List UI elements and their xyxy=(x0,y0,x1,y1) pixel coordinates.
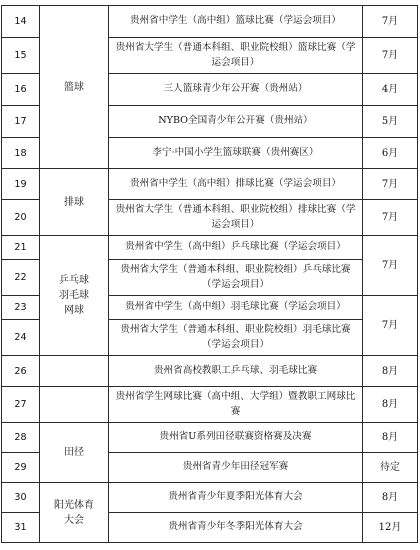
event-month: 7月 xyxy=(363,296,418,356)
event-month: 8月 xyxy=(363,483,418,513)
row-number: 24 xyxy=(2,320,40,356)
row-number: 17 xyxy=(2,106,40,138)
event-name: 贵州省中学生（高中组）乒乓球比赛（学运会项目） xyxy=(109,236,363,260)
event-name: 贵州省U系列田径联赛资格赛及决赛 xyxy=(109,423,363,453)
event-name: 三人篮球青少年公开赛（贵州站） xyxy=(109,74,363,106)
event-month: 8月 xyxy=(363,356,418,387)
category-blank xyxy=(40,387,109,423)
row-number: 30 xyxy=(2,483,40,513)
row-number: 31 xyxy=(2,513,40,543)
category-basketball: 篮球 xyxy=(40,6,109,169)
event-month: 8月 xyxy=(363,387,418,423)
event-name: 贵州省高校教职工乒乓球、羽毛球比赛 xyxy=(109,356,363,387)
event-month: 7月 xyxy=(363,200,418,236)
event-name: 贵州省青少年夏季阳光体育大会 xyxy=(109,483,363,513)
row-number: 26 xyxy=(2,356,40,387)
event-month: 8月 xyxy=(363,423,418,453)
event-month: 6月 xyxy=(363,138,418,169)
table-row xyxy=(2,483,418,513)
event-month: 5月 xyxy=(363,106,418,138)
event-month: 7月 xyxy=(363,236,418,296)
row-number: 29 xyxy=(2,453,40,483)
category-line: 羽毛球 xyxy=(59,290,89,301)
table-row xyxy=(2,169,418,200)
event-name: 贵州省大学生（普通本科组、职业院校组）排球比赛（学运会项目） xyxy=(109,200,363,236)
category-racket-sports xyxy=(40,236,109,356)
table-row xyxy=(2,356,418,387)
category-blank xyxy=(40,356,109,387)
event-name: 贵州省中学生（高中组）羽毛球比赛（学运会项目） xyxy=(109,296,363,320)
table-row xyxy=(2,423,418,453)
event-name: 贵州省中学生（高中组）篮球比赛（学运会项目） xyxy=(109,6,363,38)
row-number: 20 xyxy=(2,200,40,236)
row-number: 27 xyxy=(2,387,40,423)
row-number: 19 xyxy=(2,169,40,200)
event-name: 贵州省大学生（普通本科组、职业院校组）羽毛球比赛（学运会项目） xyxy=(109,320,363,356)
row-number: 22 xyxy=(2,260,40,296)
row-number: 15 xyxy=(2,38,40,74)
event-name: NYBO全国青少年公开赛（贵州站） xyxy=(109,106,363,138)
category-sunshine-sports xyxy=(40,483,109,543)
event-name: 贵州省大学生（普通本科组、职业院校组）乒乓球比赛（学运会项目） xyxy=(109,260,363,296)
row-number: 21 xyxy=(2,236,40,260)
category-label: 阳光体育大会 xyxy=(54,499,94,526)
category-line: 乒乓球 xyxy=(59,275,89,286)
row-number: 16 xyxy=(2,74,40,106)
event-name: 李宁·中国小学生篮球联赛（贵州赛区） xyxy=(109,138,363,169)
event-month: 12月 xyxy=(363,513,418,543)
competition-schedule-table xyxy=(1,5,418,543)
event-name: 贵州省学生网球比赛（高中组、大学组）暨教职工网球比赛 xyxy=(109,387,363,423)
row-number: 28 xyxy=(2,423,40,453)
table-row xyxy=(2,6,418,38)
category-athletics: 田径 xyxy=(40,423,109,483)
event-name: 贵州省青少年冬季阳光体育大会 xyxy=(109,513,363,543)
event-month: 7月 xyxy=(363,169,418,200)
event-month: 7月 xyxy=(363,6,418,38)
row-number: 18 xyxy=(2,138,40,169)
event-month: 4月 xyxy=(363,74,418,106)
event-name: 贵州省大学生（普通本科组、职业院校组）篮球比赛（学运会项目） xyxy=(109,38,363,74)
table-row xyxy=(2,387,418,423)
row-number: 23 xyxy=(2,296,40,320)
event-month: 7月 xyxy=(363,38,418,74)
event-name: 贵州省中学生（高中组）排球比赛（学运会项目） xyxy=(109,169,363,200)
category-line: 网球 xyxy=(64,305,84,316)
category-volleyball: 排球 xyxy=(40,169,109,236)
event-name: 贵州省青少年田径冠军赛 xyxy=(109,453,363,483)
row-number: 14 xyxy=(2,6,40,38)
table-row xyxy=(2,236,418,260)
event-month: 待定 xyxy=(363,453,418,483)
